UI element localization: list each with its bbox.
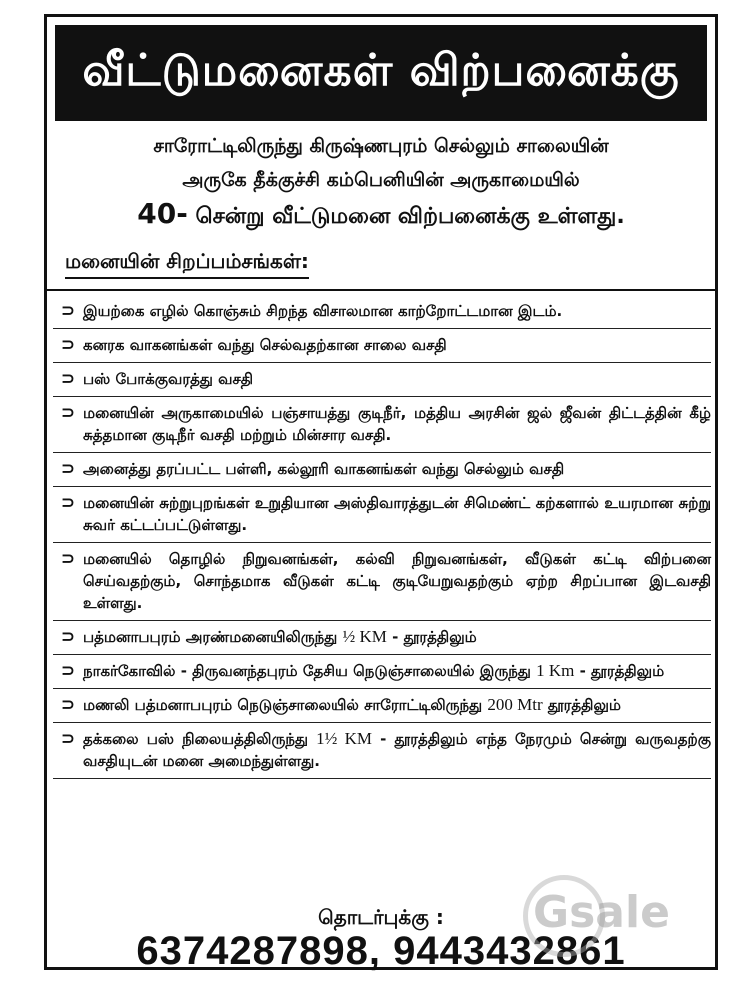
list-item: ⊃ பஸ் போக்குவரத்து வசதி [53, 363, 711, 397]
distance-value: 1 Km [536, 661, 575, 680]
list-item: ⊃ அனைத்து தரப்பட்ட பள்ளி, கல்லூரி வாகனங்கள் வந்து செல்லும் வசதி [53, 453, 711, 487]
distance-value: ½ KM [342, 627, 387, 646]
intro-line-3 [57, 197, 705, 234]
distance-value: 200 Mtr [487, 695, 543, 714]
features-heading: மனையின் சிறப்பம்சங்கள்: [65, 249, 309, 279]
bullet-icon: ⊃ [60, 627, 76, 647]
intro-text [57, 129, 705, 234]
list-item: ⊃ இயற்கை எழில் கொஞ்சும் சிறந்த விசாலமான காற்றோட்டமான இடம். [53, 295, 711, 329]
bullet-icon: ⊃ [60, 493, 76, 513]
divider [47, 289, 715, 291]
bullet-icon: ⊃ [60, 369, 76, 389]
bullet-icon: ⊃ [60, 661, 76, 681]
bullet-icon: ⊃ [60, 335, 76, 355]
bullet-icon: ⊃ [60, 459, 76, 479]
bullet-icon: ⊃ [60, 549, 76, 569]
bullet-icon: ⊃ [60, 729, 76, 749]
poster-frame [44, 14, 718, 973]
list-item: ⊃ மனையின் அருகாமையில் பஞ்சாயத்து குடிநீர், மத்திய அரசின் ஜல் ஜீவன் திட்டத்தின் கீழ் சுத்தமான குடிநீர் வசதி மற்றும் மின்சார வசதி. [53, 397, 711, 453]
intro-line-1: சாரோட்டிலிருந்து கிருஷ்ணபுரம் செல்லும் சாலையின் [153, 135, 609, 157]
bullet-icon: ⊃ [60, 301, 76, 321]
distance-value: 1½ KM [316, 729, 372, 748]
list-item: ⊃ பத்மனாபபுரம் அரண்மனையிலிருந்து ½ KM - தூரத்திலும் [53, 621, 711, 655]
bullet-icon: ⊃ [60, 695, 76, 715]
plot-count: 40- [137, 197, 188, 230]
list-item: ⊃ மனையில் தொழில் நிறுவனங்கள், கல்வி நிறுவனங்கள், வீடுகள் கட்டி விற்பனை செய்வதற்கும், சொந்தமாக வீடுகள் கட்டி குடியேறுவதற்கும் ஏற்ற சிறப்பான இடவசதி உள்ளது. [53, 543, 711, 621]
intro-line-2: அருகே தீக்குச்சி கம்பெனியின் அருகாமையில் [182, 169, 580, 191]
poster-title: வீட்டுமனைகள் விற்பனைக்கு [82, 44, 680, 96]
list-item: ⊃ மனையின் சுற்றுபுறங்கள் உறுதியான அஸ்திவாரத்துடன் சிமெண்ட் கற்களால் உயரமான சுற்று சுவர் கட்டப்பட்டுள்ளது. [53, 487, 711, 543]
watermark: Gsale [533, 887, 670, 938]
title-banner [55, 25, 707, 121]
list-item: ⊃ கனரக வாகனங்கள் வந்து செல்வதற்கான சாலை வசதி [53, 329, 711, 363]
contact-label: தொடர்புக்கு : [318, 905, 444, 929]
features-list [53, 295, 711, 779]
list-item: ⊃ தக்கலை பஸ் நிலையத்திலிருந்து 1½ KM - தூரத்திலும் எந்த நேரமும் சென்று வருவதற்கு வசதியுடன் மனை அமைந்துள்ளது. [53, 723, 711, 779]
intro-line-3-text: சென்று வீட்டுமனை விற்பனைக்கு உள்ளது. [195, 204, 625, 229]
list-item: ⊃ மணலி பத்மனாபபுரம் நெடுஞ்சாலையில் சாரோட்டிலிருந்து 200 Mtr தூரத்திலும் [53, 689, 711, 723]
list-item: ⊃ நாகர்கோவில் - திருவனந்தபுரம் தேசிய நெடுஞ்சாலையில் இருந்து 1 Km - தூரத்திலும் [53, 655, 711, 689]
bullet-icon: ⊃ [60, 403, 76, 423]
phone-numbers: 6374287898, 9443432861 [136, 929, 626, 973]
